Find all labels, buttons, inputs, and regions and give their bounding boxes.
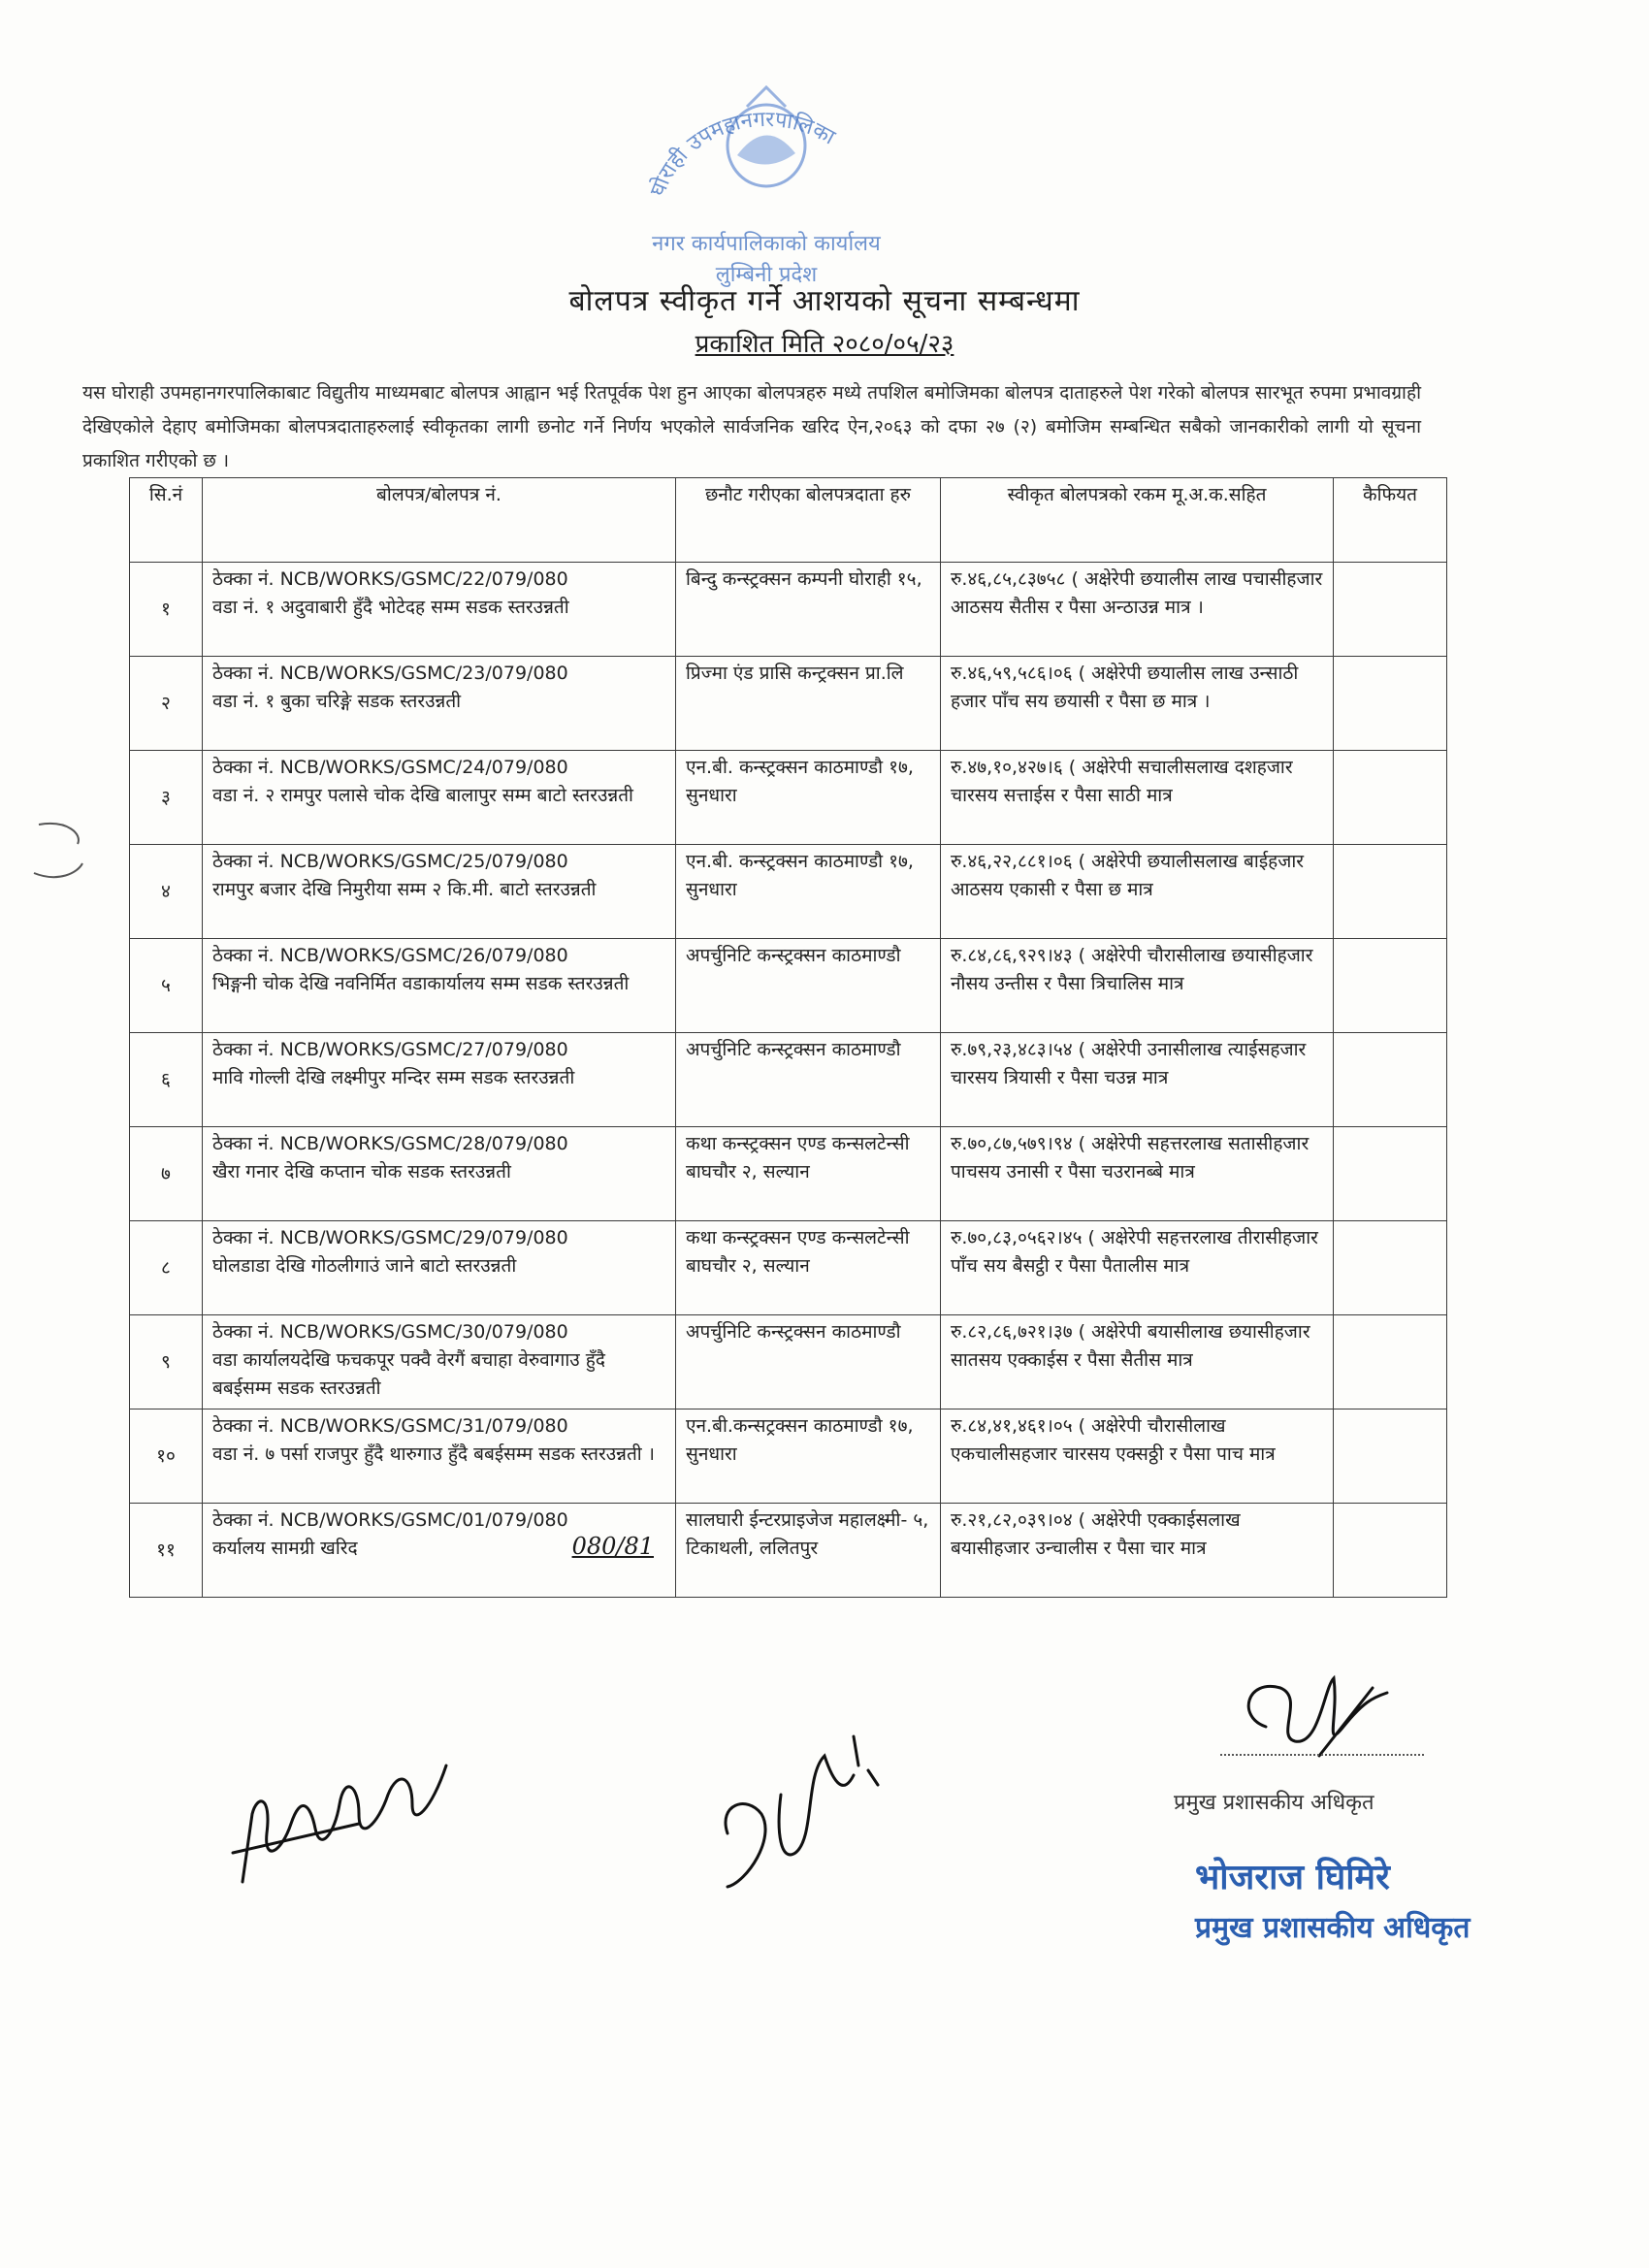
row-amount: रु.८४,८६,९२९।४३ ( अक्षेरेपी चौरासीलाख छयासीहजार नौसय उन्तीस र पैसा त्रिचालिस मात्र [941, 939, 1334, 1033]
row-ref: ठेक्का नं. NCB/WORKS/GSMC/29/079/080 [212, 1227, 568, 1248]
table-row [130, 1221, 1447, 1315]
row-ref: ठेक्का नं. NCB/WORKS/GSMC/26/079/080 [212, 945, 568, 966]
header-bid: बोलपत्र/बोलपत्र नं. [203, 478, 676, 563]
row-bidder: एन.बी. कन्स्ट्रक्सन काठमाण्डौ १७, सुनधारा [676, 751, 941, 845]
row-remarks [1334, 1221, 1447, 1315]
intro-paragraph: यस घोराही उपमहानगरपालिकाबाट विद्युतीय माध्यमबाट बोलपत्र आह्वान भई रितपूर्वक पेश हुन आएका बोलपत्रहरु मध्ये तपशिल बमोजिमका बोलपत्र दाताहरुले पेश गरेको बोलपत्र सारभूत रुपमा प्रभावग्राही देखिएकोले देहाए बमोजिमका बोलपत्रदाताहरुलाई स्वीकृतका लागी छनोट गर्ने निर्णय भएकोले सार्वजनिक खरिद ऐन,२०६३ को दफा २७ (२) बमोजिम सम्बन्धित सबैको जानकारीको लागी यो सूचना प्रकाशित गरीएको छ । [82, 382, 1421, 471]
table-header-row [130, 478, 1447, 563]
officer-signature [1227, 1659, 1402, 1766]
row-ref: ठेक्का नं. NCB/WORKS/GSMC/22/079/080 [212, 568, 568, 590]
row-remarks [1334, 1127, 1447, 1221]
table-row [130, 845, 1447, 939]
row-remarks [1334, 1315, 1447, 1409]
table-row [130, 1504, 1447, 1598]
row-remarks [1334, 1409, 1447, 1504]
row-amount: रु.७०,८७,५७९।९४ ( अक्षेरेपी सहत्तरलाख सतासीहजार पाचसय उनासी र पैसा चउरानब्बे मात्र [941, 1127, 1334, 1221]
row-desc: रामपुर बजार देखि निमुरीया सम्म २ कि.मी. बाटो स्तरउन्नती [212, 879, 597, 900]
stamp-name: भोजराज घिमिरे [1195, 1858, 1390, 1897]
row-bidder: अपर्चुनिटि कन्स्ट्रक्सन काठमाण्डौ [676, 1315, 941, 1409]
header-amount: स्वीकृत बोलपत्रको रकम मू.अ.क.सहित [941, 478, 1334, 563]
table-row [130, 1409, 1447, 1504]
handwritten-correction: 080/81 [571, 1533, 654, 1560]
row-amount: रु.८४,४१,४६१।०५ ( अक्षेरेपी चौरासीलाख एकचालीसहजार चारसय एक्सठ्ठी र पैसा पाच मात्र [941, 1409, 1334, 1504]
row-ref: ठेक्का नं. NCB/WORKS/GSMC/31/079/080 [212, 1415, 568, 1437]
row-bid [203, 1315, 676, 1409]
row-bidder: सालघारी ईन्टरप्राइजेज महालक्ष्मी- ५, टिकाथली, ललितपुर [676, 1504, 941, 1598]
row-bid [203, 1127, 676, 1221]
row-bid [203, 563, 676, 657]
row-sn: ८ [130, 1221, 203, 1315]
bid-table [129, 477, 1447, 1598]
row-bidder: एन.बी.कन्सट्रक्सन काठमाण्डौ १७, सुनधारा [676, 1409, 941, 1504]
row-remarks [1334, 563, 1447, 657]
row-desc: वडा कार्यालयदेखि फचकपूर पक्वै वेरगैं बचाहा वेरुवागाउ हुँदै बबईसम्म सडक स्तरउन्नती [212, 1349, 605, 1399]
row-ref: ठेक्का नं. NCB/WORKS/GSMC/01/079/080 [212, 1509, 568, 1531]
left-signature [223, 1736, 475, 1901]
margin-mark [29, 815, 87, 892]
row-bid [203, 1504, 676, 1598]
table-row [130, 939, 1447, 1033]
row-sn: ३ [130, 751, 203, 845]
row-amount: रु.४६,२२,८८१।०६ ( अक्षेरेपी छयालीसलाख बाईहजार आठसय एकासी र पैसा छ मात्र [941, 845, 1334, 939]
row-ref: ठेक्का नं. NCB/WORKS/GSMC/24/079/080 [212, 757, 568, 778]
municipality-seal [621, 78, 912, 301]
table-row [130, 657, 1447, 751]
row-bidder: बिन्दु कन्स्ट्रक्सन कम्पनी घोराही १५, [676, 563, 941, 657]
row-desc: वडा नं. १ बुका चरिङ्गे सडक स्तरउन्नती [212, 691, 462, 712]
row-bid [203, 657, 676, 751]
header-sn: सि.नं [130, 478, 203, 563]
row-ref: ठेक्का नं. NCB/WORKS/GSMC/23/079/080 [212, 663, 568, 684]
row-ref: ठेक्का नं. NCB/WORKS/GSMC/25/079/080 [212, 851, 568, 872]
row-amount: रु.७९,२३,४८३।५४ ( अक्षेरेपी उनासीलाख त्याईसहजार चारसय त्रियासी र पैसा चउन्न मात्र [941, 1033, 1334, 1127]
row-remarks [1334, 751, 1447, 845]
row-bidder: कथा कन्स्ट्रक्सन एण्ड कन्सलटेन्सी बाघचौर २, सल्यान [676, 1127, 941, 1221]
row-sn: १० [130, 1409, 203, 1504]
row-bid [203, 845, 676, 939]
row-desc: भिङ्गनी चोक देखि नवनिर्मित वडाकार्यालय सम्म सडक स्तरउन्नती [212, 973, 630, 994]
row-remarks [1334, 1033, 1447, 1127]
row-bid [203, 1221, 676, 1315]
row-ref: ठेक्का नं. NCB/WORKS/GSMC/30/079/080 [212, 1321, 568, 1343]
table-row [130, 1127, 1447, 1221]
signature-dotted-line [1220, 1754, 1424, 1756]
row-amount: रु.७०,८३,०५६२।४५ ( अक्षेरेपी सहत्तरलाख तीरासीहजार पाँच सय बैसट्ठी र पैसा पैतालीस मात्र [941, 1221, 1334, 1315]
row-bidder: प्रिज्मा एंड प्रासि कन्ट्रक्सन प्रा.लि [676, 657, 941, 751]
middle-signature [708, 1717, 902, 1901]
row-desc: वडा नं. ७ पर्सा राजपुर हुँदै थारुगाउ हुँदै बबईसम्म सडक स्तरउन्नती । [212, 1443, 655, 1465]
row-remarks [1334, 657, 1447, 751]
row-amount: रु.४६,८५,८३७५८ ( अक्षेरेपी छयालीस लाख पचासीहजार आठसय सैतीस र पैसा अन्ठाउन्न मात्र । [941, 563, 1334, 657]
row-bidder: अपर्चुनिटि कन्स्ट्रक्सन काठमाण्डौ [676, 939, 941, 1033]
row-remarks [1334, 939, 1447, 1033]
row-amount: रु.४७,१०,४२७।६ ( अक्षेरेपी सचालीसलाख दशहजार चारसय सत्ताईस र पैसा साठी मात्र [941, 751, 1334, 845]
table-row [130, 1033, 1447, 1127]
row-amount: रु.४६,५९,५८६।०६ ( अक्षेरेपी छयालीस लाख उन्साठी हजार पाँच सय छयासी र पैसा छ मात्र । [941, 657, 1334, 751]
row-desc: घोलडाडा देखि गोठलीगाउं जाने बाटो स्तरउन्नती [212, 1255, 517, 1277]
row-amount: रु.२१,८२,०३९।०४ ( अक्षेरेपी एक्काईसलाख बयासीहजार उन्चालीस र पैसा चार मात्र [941, 1504, 1334, 1598]
row-bid [203, 939, 676, 1033]
officer-stamp [1195, 1853, 1470, 1954]
row-sn: ९ [130, 1315, 203, 1409]
published-date-text: प्रकाशित मिति २०८०/०५/२३ [695, 330, 954, 359]
row-bidder: एन.बी. कन्स्ट्रक्सन काठमाण्डौ १७, सुनधारा [676, 845, 941, 939]
seal-text-top: घोराही उपमहानगरपालिका [645, 107, 839, 201]
row-ref: ठेक्का नं. NCB/WORKS/GSMC/28/079/080 [212, 1133, 568, 1154]
row-bidder: अपर्चुनिटि कन्स्ट्रक्सन काठमाण्डौ [676, 1033, 941, 1127]
row-ref: ठेक्का नं. NCB/WORKS/GSMC/27/079/080 [212, 1039, 568, 1060]
table-row [130, 563, 1447, 657]
table-row [130, 1315, 1447, 1409]
header-bidder: छनौट गरीएका बोलपत्रदाता हरु [676, 478, 941, 563]
row-bid [203, 751, 676, 845]
stamp-title: प्रमुख प्रशासकीय अधिकृत [1195, 1911, 1471, 1945]
row-sn: ४ [130, 845, 203, 939]
row-sn: २ [130, 657, 203, 751]
officer-label: प्रमुख प्रशासकीय अधिकृत [1174, 1791, 1374, 1815]
row-desc: वडा नं. २ रामपुर पलासे चोक देखि बालापुर सम्म बाटो स्तरउन्नती [212, 785, 633, 806]
row-sn: १ [130, 563, 203, 657]
row-sn: ११ [130, 1504, 203, 1598]
seal-text-bottom: लुम्बिनी प्रदेश [715, 263, 818, 287]
row-sn: ५ [130, 939, 203, 1033]
row-bidder: कथा कन्स्ट्रक्सन एण्ड कन्सलटेन्सी बाघचौर २, सल्यान [676, 1221, 941, 1315]
seal-text-mid: नगर कार्यपालिकाको कार्यालय [652, 232, 881, 256]
row-sn: ७ [130, 1127, 203, 1221]
published-date [0, 325, 1649, 360]
notice-title: बोलपत्र स्वीकृत गर्ने आशयको सूचना सम्बन्धमा [568, 284, 1081, 318]
table-row [130, 751, 1447, 845]
row-bid [203, 1033, 676, 1127]
header-remarks: कैफियत [1334, 478, 1447, 563]
row-desc: कर्यालय सामग्री खरिद [212, 1538, 358, 1559]
row-desc: मावि गोल्ली देखि लक्ष्मीपुर मन्दिर सम्म सडक स्तरउन्नती [212, 1067, 575, 1088]
row-remarks [1334, 1504, 1447, 1598]
row-desc: खैरा गनार देखि कप्तान चोक सडक स्तरउन्नती [212, 1161, 511, 1183]
row-amount: रु.८२,८६,७२१।३७ ( अक्षेरेपी बयासीलाख छयासीहजार सातसय एक्काईस र पैसा सैतीस मात्र [941, 1315, 1334, 1409]
row-desc: वडा नं. १ अदुवाबारी हुँदै भोटेदह सम्म सडक स्तरउन्नती [212, 597, 569, 618]
row-remarks [1334, 845, 1447, 939]
row-bid [203, 1409, 676, 1504]
row-sn: ६ [130, 1033, 203, 1127]
